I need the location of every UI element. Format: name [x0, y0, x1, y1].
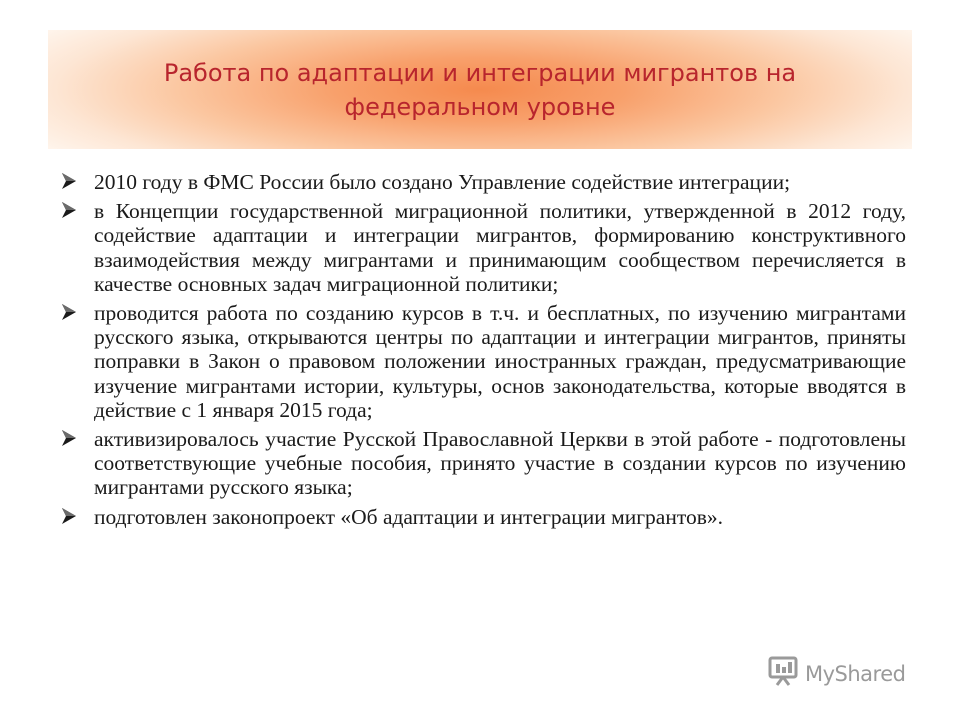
arrow-bullet-icon	[60, 170, 94, 190]
watermark-logo	[767, 655, 905, 692]
slide-title: Работа по адаптации и интеграции мигрантов на федеральном уровне	[163, 58, 797, 121]
arrow-bullet-icon	[60, 301, 94, 321]
bullet-text: подготовлен законопроект «Об адаптации и интеграции мигрантов».	[94, 504, 723, 529]
bullet-text: проводится работа по созданию курсов в т.ч. и бесплатных, по изучению мигрантами русского языка, открываются центры по адаптации и интеграции мигрантов, приняты поправки в Закон о правовом положении иностранных граждан, предусматривающие изучение мигрантами истории, культуры, основ законодательства, которые вводятся в действие с 1 января 2015 года;	[94, 301, 906, 422]
arrow-bullet-icon	[60, 505, 94, 525]
arrow-bullet-icon	[60, 427, 94, 447]
bullet-text: 2010 году в ФМС России было создано Управление содействие интеграции;	[94, 170, 791, 194]
bullet-text: в Концепции государственной миграционной политики, утвержденной в 2012 году, содействие адаптации и интеграции мигрантов, формированию конструктивного взаимодействия между мигрантами и принимающим сообществом перечисляется в качестве основных задач миграционной политики;	[94, 199, 906, 296]
watermark-text: MyShared	[805, 661, 906, 686]
list-item	[60, 170, 906, 194]
list-item	[60, 505, 906, 529]
list-item	[60, 199, 906, 296]
list-item	[60, 301, 906, 422]
arrow-bullet-icon	[60, 199, 94, 219]
bullet-text: активизировалось участие Русской Православной Церкви в этой работе - подготовлены соответствующие учебные пособия, принято участие в создании курсов по изучению мигрантами русского языка;	[94, 427, 906, 500]
title-banner	[48, 30, 912, 149]
bullet-list	[60, 170, 906, 534]
list-item	[60, 427, 906, 500]
presentation-board-icon	[767, 655, 799, 692]
